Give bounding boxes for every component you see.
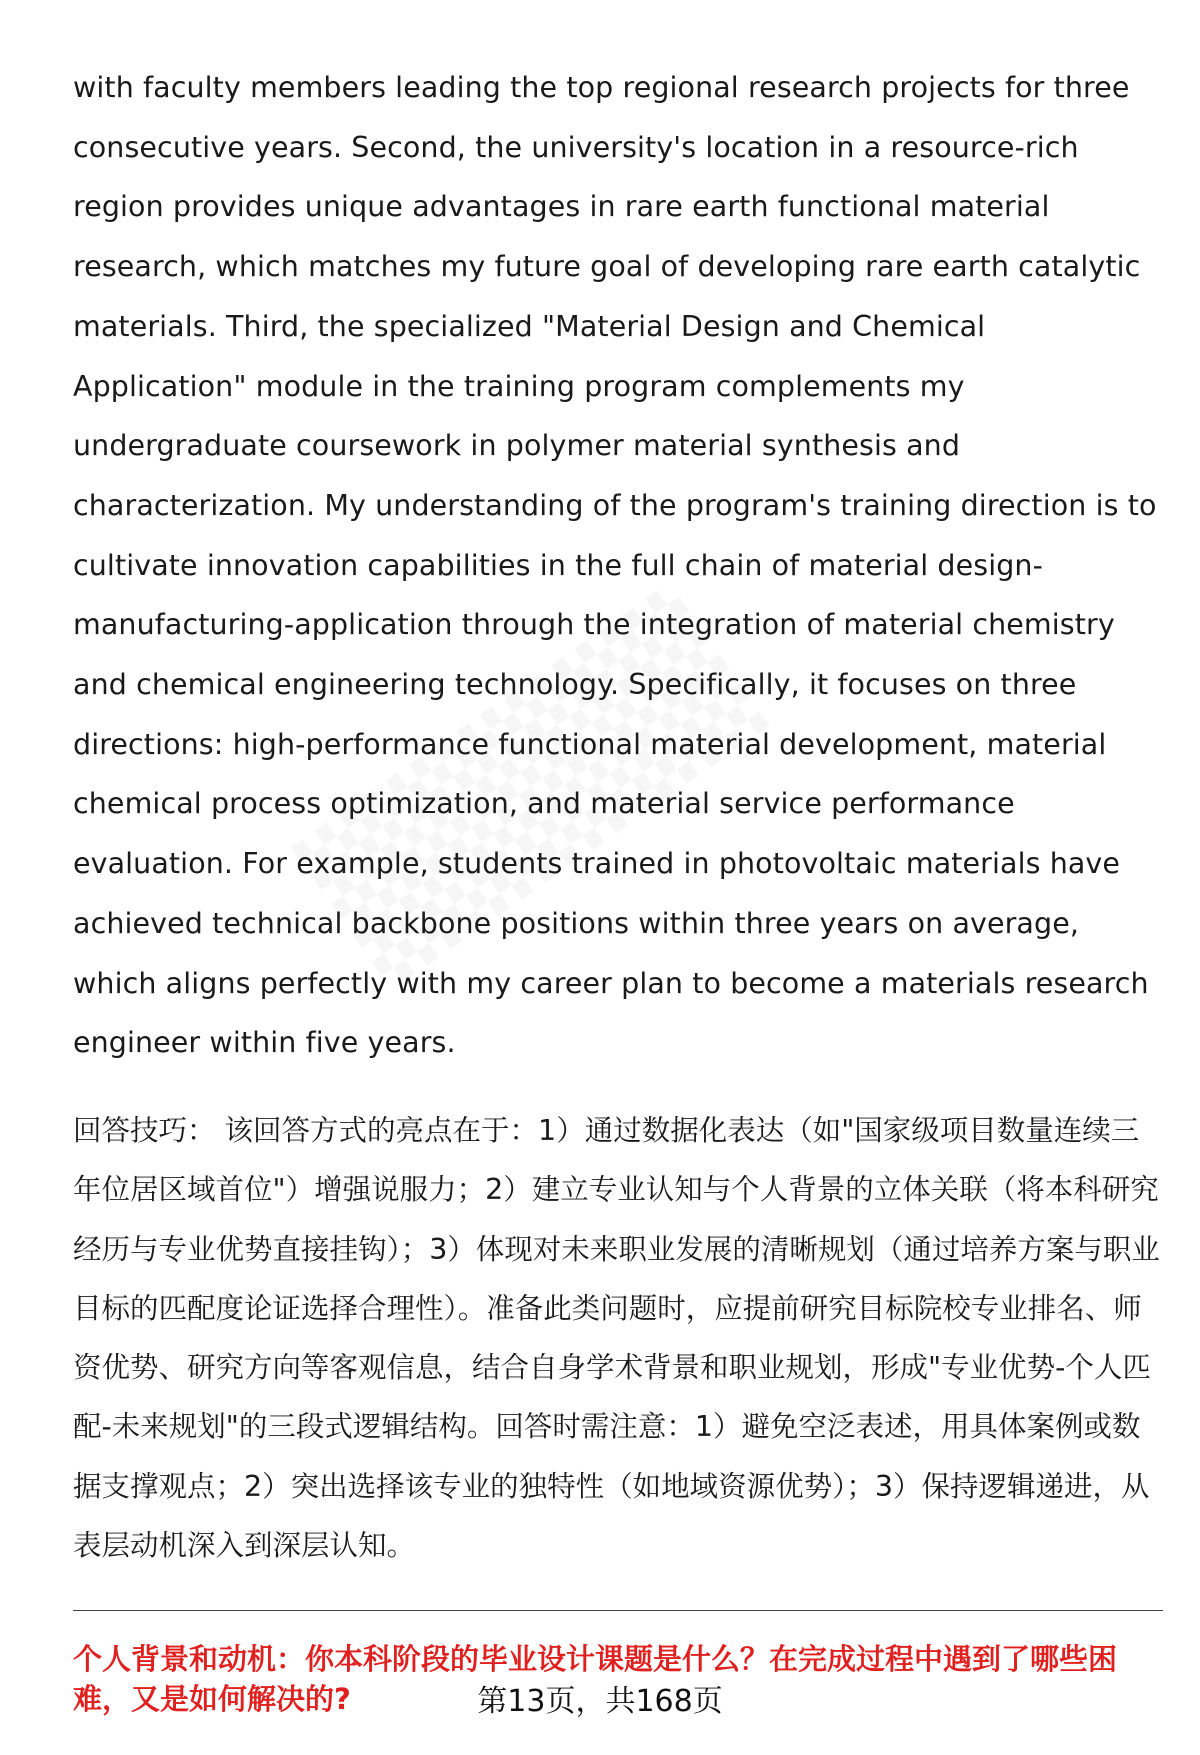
- page-number-footer: 第13页，共168页: [477, 1684, 723, 1719]
- answer-tips-paragraph: 回答技巧： 该回答方式的亮点在于：1）通过数据化表达（如"国家级项目数量连续三年位居区域首位"）增强说服力；2）建立专业认知与个人背景的立体关联（将本科研究经历与专业优势直接挂钩）；3）体现对未来职业发展的清晰规划（通过培养方案与职业目标的匹配度论证选择合理性）。准备此类问题时，应提前研究目标院校专业排名、师资优势、研究方向等客观信息，结合自身学术背景和职业规划，形成"专业优势-个人匹配-未来规划"的三段式逻辑结构。回答时需注意：1）避免空泛表述，用具体案例或数据支撑观点；2）突出选择该专业的独特性（如地域资源优势）；3）保持逻辑递进，从表层动机深入到深层认知。: [73, 1113, 1160, 1563]
- section-divider: [73, 1610, 1163, 1611]
- document-page: [73, 58, 1163, 1719]
- next-question-heading: 个人背景和动机：你本科阶段的毕业设计课题是什么？在完成过程中遇到了哪些困难，又是如何解决的?: [73, 1642, 1118, 1717]
- answer-paragraph: with faculty members leading the top regional research projects for three consecutive years. Second, the university's location in a resource-rich region provides unique advantages in rare earth functional material research, which matches my future goal of developing rare earth catalytic materials. Third, the specialized "Material Design and Chemical Application" module in the training program complements my undergraduate coursework in polymer material synthesis and characterization. My understanding of the program's training direction is to cultivate innovation capabilities in the full chain of material design-manufacturing-application through the integration of material chemistry and chemical engineering technology. Specifically, it focuses on three directions: high-performance functional material development, material chemical process optimization, and material service performance evaluation. For example, students trained in photovoltaic materials have achieved technical backbone positions within three years on average, which aligns perfectly with my career plan to become a materials research engineer within five years.: [73, 71, 1157, 1060]
